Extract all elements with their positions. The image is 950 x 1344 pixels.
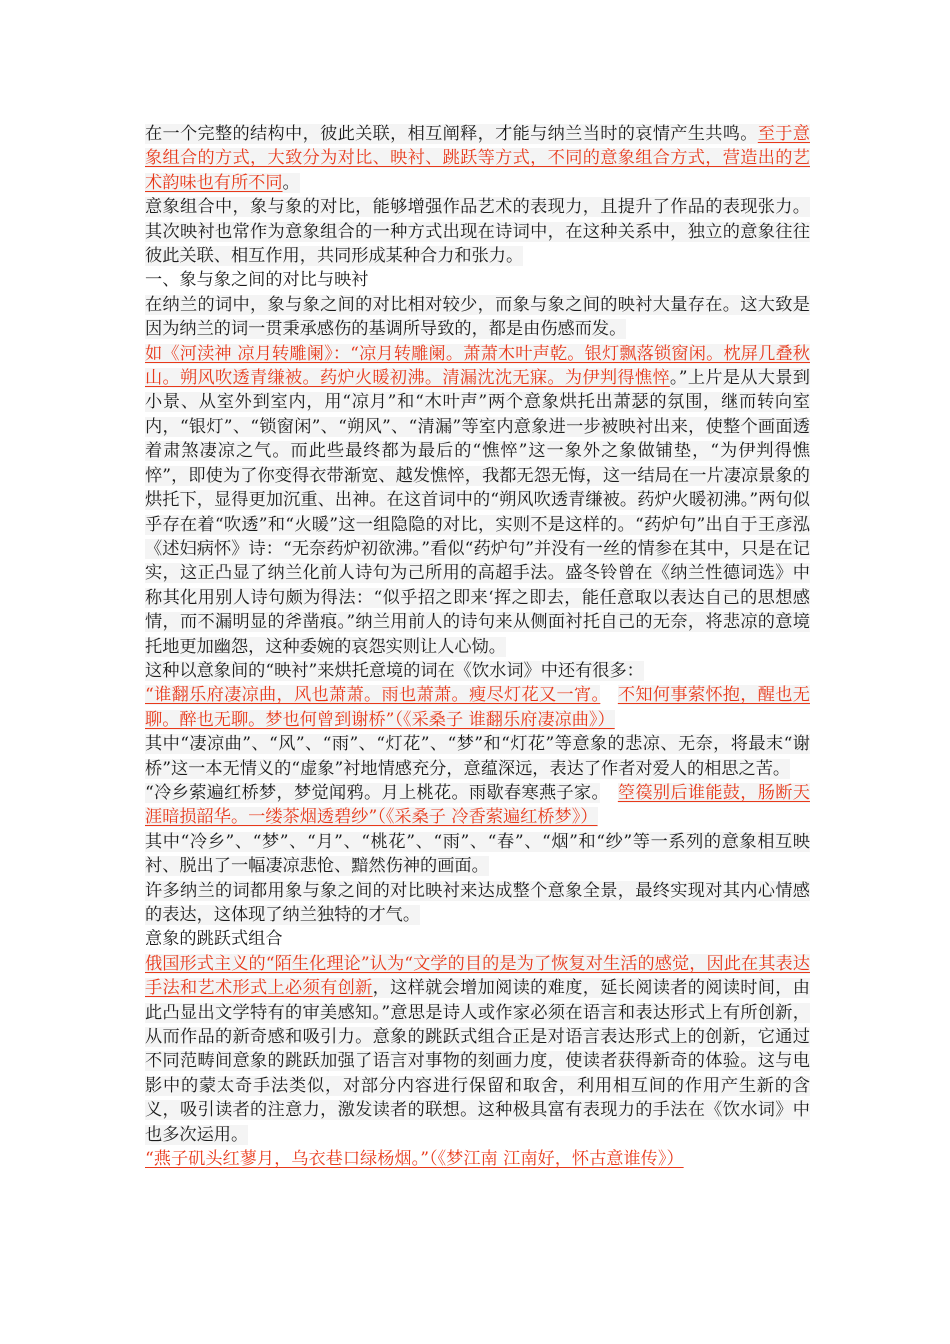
- highlighted-text: 至于意象组合的方式，大致分为对比、映衬、跳跃等方式，不同的意象组合方式，营造出的艺术韵味也有所不同: [145, 124, 810, 193]
- heading-text: 意象的跳跃式组合: [145, 929, 283, 950]
- paragraph-1: [145, 122, 810, 195]
- text-run: [600, 783, 618, 803]
- text-run: 。”上片是从大景到小景、从室外到室内，用“凉月”和“木叶声”两个意象烘托出萧瑟的氛围，继而转向室内，“银灯”、“锁窗闲”、“朔风”、“清漏”等室内意象进一步被映衬出来，使整个画面透着肃煞凄凉之气。而此些最终都为最后的“憔悴”这一象外之象做铺垫，“为伊判得憔悴”，即使为了你变得衣带渐宽、越发憔悴，我都无怨无悔，这一结局在一片凄凉景象的烘托下，显得更加沉重、出神。在这首词中的“朔风吹透青缣被。药炉火暖初沸。”两句似乎存在着“吹透”和“火暖”这一组隐隐的对比，实则不是这样的。“药炉句”出自于王彦泓《述妇病怀》诗：“无奈药炉初欲沸。”看似“药炉句”并没有一丝的情参在其中，只是在记实，这正凸显了纳兰化前人诗句为己所用的高超手法。盛冬铃曾在《纳兰性德词选》中称其化用别人诗句颇为得法：“似乎招之即来‘挥之即去，能任意取以表达自己的思想感情，而不漏明显的斧凿痕。”纳兰用前人的诗句来从侧面衬托自己的无奈，将悲凉的意境托地更加幽怨，这种委婉的哀怨实则让人心恸。: [145, 368, 810, 657]
- document-body: [145, 122, 810, 1171]
- paragraph-7: [145, 732, 810, 781]
- section-heading-2: [145, 927, 810, 951]
- text-run: 意象组合中，象与象的对比，能够增强作品艺术的表现力，且提升了作品的表现张力。其次映衬也常作为意象组合的一种方式出现在诗词中，在这种关系中，独立的意象往往彼此关联、相互作用，共同形成某种合力和张力。: [145, 197, 810, 267]
- text-run: 其中“凄凉曲”、“风”、“雨”、“灯花”、“梦”和“灯花”等意象的悲凉、无奈，将最末“谢桥”这一本无情义的“虚象”衬地情感充分，意蕴深远，表达了作者对爱人的相思之苦。: [145, 734, 810, 779]
- text-run: 在纳兰的词中，象与象之间的对比相对较少，而象与象之间的映衬大量存在。这大致是因为纳兰的词一贯秉承感伤的基调所导致的，都是由伤感而发。: [145, 294, 810, 340]
- paragraph-4: [145, 342, 810, 659]
- paragraph-8: [145, 781, 810, 830]
- paragraph-5: [145, 659, 810, 683]
- paragraph-3: [145, 293, 810, 342]
- paragraph-6: [145, 683, 810, 732]
- text-run: 许多纳兰的词都用象与象之间的对比映衬来达成整个意象全景，最终实现对其内心情感的表达，这体现了纳兰独特的才气。: [145, 880, 810, 925]
- text-run: 。: [282, 172, 300, 193]
- paragraph-11: [145, 952, 810, 1147]
- highlighted-text: 箜篌别后谁能鼓，肠断天涯暗损韶华。一缕茶烟透碧纱”（《采桑子 冷香萦遍红桥梦》）: [145, 782, 810, 828]
- paragraph-9: [145, 830, 810, 879]
- highlighted-text: “燕子矶头红蓼月，乌衣巷口绿杨烟。”（《梦江南 江南好，怀古意谁传》）: [145, 1149, 684, 1170]
- text-run: 这种以意象间的“映衬”来烘托意境的词在《饮水词》中还有很多：: [145, 660, 644, 681]
- highlighted-text: 俄国形式主义的“陌生化理论”认为“文学的目的是为了恢复对生活的感觉，因此在其表达手法和艺术形式上必须有创新: [145, 953, 810, 999]
- text-run: “冷乡萦遍红桥梦，梦觉闻鸦。月上桃花。雨歇春寒燕子家。: [145, 782, 601, 803]
- heading-text: 一、象与象之间的对比与映衬: [145, 270, 369, 291]
- highlighted-text: 不知何事萦怀抱，醒也无聊。醉也无聊。梦也何曾到谢桥”（《采桑子 谁翻乐府凄凉曲》）: [145, 685, 810, 730]
- text-run: ，这样就会增加阅读的难度，延长阅读者的阅读时间，由此凸显出文学特有的审美感知。”意思是诗人或作家必须在语言和表达形式上有所创新，从而作品的新奇感和吸引力。意象的跳跃式组合正是对语言表达形式上的创新，它通过不同范畴间意象的跳跃加强了语言对事物的刻画力度，使读者获得新奇的体验。这与电影中的蒙太奇手法类似，对部分内容进行保留和取舍，利用相互间的作用产生新的含义，吸引读者的注意力，激发读者的联想。这种极具富有表现力的手法在《饮水词》中也多次运用。: [145, 978, 810, 1145]
- section-heading-1: [145, 268, 810, 292]
- text-run: [600, 685, 618, 705]
- paragraph-10: [145, 879, 810, 928]
- highlighted-text: 如《河渎神 凉月转雕阑》：“凉月转雕阑。萧萧木叶声乾。银灯飘落锁窗闲。枕屏几叠秋山。朔风吹透青缣被。药炉火暖初沸。清漏沈沈无寐。为伊判得憔悴: [145, 343, 810, 389]
- text-run: 在一个完整的结构中，彼此关联，相互阐释，才能与纳兰当时的哀情产生共鸣。: [145, 124, 758, 144]
- text-run: 其中“冷乡”、“梦”、“月”、“桃花”、“雨”、“春”、“烟”和“纱”等一系列的意象相互映衬、脱出了一幅凄凉悲怆、黯然伤神的画面。: [145, 831, 810, 877]
- paragraph-12: [145, 1147, 810, 1171]
- paragraph-2: [145, 195, 810, 268]
- highlighted-text: “谁翻乐府凄凉曲，风也萧萧。雨也萧萧。瘦尽灯花又一宵。: [145, 685, 601, 706]
